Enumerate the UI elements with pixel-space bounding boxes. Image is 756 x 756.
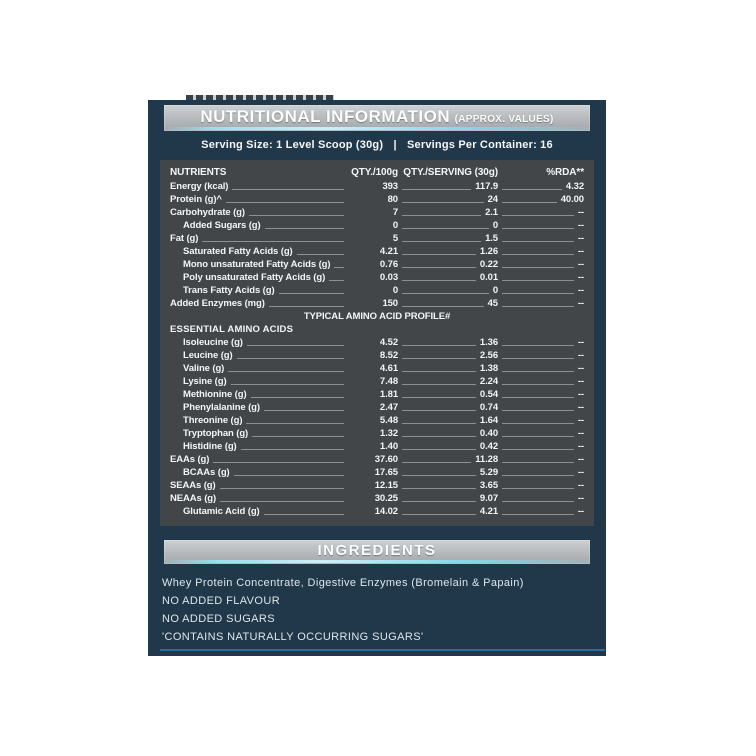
serving-size-text: Serving Size: 1 Level Scoop (30g): [201, 139, 384, 151]
essential-amino-acids-section-label: ESSENTIAL AMINO ACIDS: [170, 324, 294, 335]
qty-serving-value: 1.38: [479, 363, 498, 374]
nutrient-label: Added Sugars (g): [183, 220, 261, 231]
rda-value: --: [577, 350, 584, 361]
leader-line: [402, 297, 484, 307]
leader-line: [402, 336, 476, 346]
leader-line: [502, 388, 574, 398]
qty-100g-value: 5: [392, 233, 398, 244]
nutrient-label: Poly unsaturated Fatty Acids (g): [183, 272, 326, 283]
qty-100g-value: 12.15: [374, 480, 398, 491]
qty-serving-value: 0.01: [479, 272, 498, 283]
qty-100g-value: 0.03: [379, 272, 398, 283]
column-header-qty-100g: QTY./100g: [351, 167, 398, 178]
qty-serving-value: 45: [487, 298, 498, 309]
header-spacer: [230, 166, 344, 175]
table-row: [170, 206, 584, 219]
leader-line: [402, 232, 481, 242]
leader-line: [265, 219, 344, 229]
qty-serving-value: 1.26: [479, 246, 498, 257]
table-row: [170, 388, 584, 401]
leader-line: [232, 180, 344, 190]
leader-line: [402, 414, 476, 424]
leader-line: [502, 375, 574, 385]
qty-serving-value: 0: [492, 285, 498, 296]
leader-line: [502, 505, 574, 515]
qty-100g-value: 80: [387, 194, 398, 205]
leader-line: [502, 180, 562, 190]
serving-info-line: [148, 138, 606, 152]
leader-line: [502, 414, 574, 424]
qty-100g-value: 150: [382, 298, 398, 309]
qty-100g-value: 30.25: [374, 493, 398, 504]
table-row: [170, 505, 584, 518]
nutrient-label: Fat (g): [170, 233, 199, 244]
rda-value: --: [577, 402, 584, 413]
qty-serving-value: 0: [492, 220, 498, 231]
column-header-rda: %RDA**: [546, 167, 584, 178]
leader-line: [226, 193, 344, 203]
qty-serving-value: 2.1: [485, 207, 498, 218]
ingredients-line: NO ADDED SUGARS: [162, 613, 275, 625]
leader-line: [502, 401, 574, 411]
qty-100g-value: 0: [392, 220, 398, 231]
table-row: [170, 180, 584, 193]
table-body: [170, 180, 584, 518]
leader-line: [220, 492, 344, 502]
rda-value: --: [577, 207, 584, 218]
leader-line: [402, 258, 476, 268]
qty-100g-value: 1.32: [379, 428, 398, 439]
rda-value: --: [577, 415, 584, 426]
nutrient-label: SEAAs (g): [170, 480, 216, 491]
qty-100g-value: 14.02: [374, 506, 398, 517]
table-header-row: [170, 166, 584, 180]
rda-value: --: [577, 298, 584, 309]
nutrient-label: Leucine (g): [183, 350, 233, 361]
leader-line: [279, 284, 344, 294]
leader-line: [402, 271, 476, 281]
qty-100g-value: 2.47: [379, 402, 398, 413]
leader-line: [269, 297, 344, 307]
nutrient-label: Threonine (g): [183, 415, 243, 426]
table-row: [170, 401, 584, 414]
rda-value: --: [577, 376, 584, 387]
column-header-nutrients: NUTRIENTS: [170, 167, 227, 178]
qty-serving-value: 0.42: [479, 441, 498, 452]
leader-line: [502, 271, 574, 281]
table-row: [170, 414, 584, 427]
ingredients-list: [162, 574, 592, 646]
leader-line: [334, 258, 344, 268]
rda-value: --: [577, 506, 584, 517]
table-row: [170, 349, 584, 362]
nutrient-label: NEAAs (g): [170, 493, 217, 504]
qty-100g-value: 4.61: [379, 363, 398, 374]
table-row: [170, 219, 584, 232]
leader-line: [329, 271, 344, 281]
rda-value: --: [577, 272, 584, 283]
qty-100g-value: 8.52: [379, 350, 398, 361]
leader-line: [502, 427, 574, 437]
qty-serving-value: 0.22: [479, 259, 498, 270]
qty-100g-value: 1.81: [379, 389, 398, 400]
leader-line: [251, 388, 344, 398]
nutrient-label: Mono unsaturated Fatty Acids (g): [183, 259, 331, 270]
qty-serving-value: 0.54: [479, 389, 498, 400]
rda-value: --: [577, 337, 584, 348]
leader-line: [228, 362, 344, 372]
table-row: [170, 271, 584, 284]
nutrient-label: Methionine (g): [183, 389, 247, 400]
leader-line: [402, 193, 484, 203]
table-row: [170, 479, 584, 492]
qty-serving-value: 0.40: [479, 428, 498, 439]
qty-serving-value: 1.5: [485, 233, 498, 244]
qty-serving-value: 11.28: [475, 454, 498, 465]
qty-serving-value: 24: [487, 194, 498, 205]
rda-value: --: [577, 285, 584, 296]
nutrient-label: Added Enzymes (mg): [170, 298, 265, 309]
qty-100g-value: 0.76: [379, 259, 398, 270]
leader-line: [241, 440, 344, 450]
rda-value: --: [577, 441, 584, 452]
leader-line: [402, 492, 476, 502]
leader-line: [402, 401, 476, 411]
nutrient-label: BCAAs (g): [183, 467, 230, 478]
leader-line: [502, 193, 557, 203]
rda-value: 40.00: [560, 194, 584, 205]
leader-line: [402, 427, 476, 437]
nutritional-information-title: NUTRITIONAL INFORMATION: [200, 107, 451, 126]
leader-line: [502, 492, 574, 502]
table-row: [170, 362, 584, 375]
nutrient-label: Protein (g)^: [170, 194, 222, 205]
nutrient-label: Histidine (g): [183, 441, 237, 452]
leader-line: [231, 375, 344, 385]
qty-serving-value: 4.21: [479, 506, 498, 517]
leader-line: [402, 362, 476, 372]
ingredients-line: 'CONTAINS NATURALLY OCCURRING SUGARS': [162, 631, 424, 643]
leader-line: [264, 505, 344, 515]
nutrient-label: Phenylalanine (g): [183, 402, 260, 413]
leader-line: [502, 284, 574, 294]
rda-value: --: [577, 389, 584, 400]
nutrient-label: Saturated Fatty Acids (g): [183, 246, 293, 257]
qty-100g-value: 393: [382, 181, 398, 192]
table-row: [170, 453, 584, 466]
leader-line: [502, 466, 574, 476]
table-row: [170, 375, 584, 388]
rda-value: --: [577, 363, 584, 374]
qty-serving-value: 3.65: [479, 480, 498, 491]
qty-serving-value: 2.24: [479, 376, 498, 387]
leader-line: [502, 245, 574, 255]
leader-line: [249, 206, 344, 216]
table-row: [170, 492, 584, 505]
rda-value: --: [577, 493, 584, 504]
nutrients-table: [160, 160, 594, 526]
ingredients-line: Whey Protein Concentrate, Digestive Enzymes (Bromelain & Papain): [162, 577, 524, 589]
qty-serving-value: 2.56: [479, 350, 498, 361]
table-row: [170, 297, 584, 310]
leader-line: [502, 232, 574, 242]
leader-line: [502, 479, 574, 489]
qty-100g-value: 7.48: [379, 376, 398, 387]
leader-line: [502, 206, 574, 216]
table-row: [170, 427, 584, 440]
leader-line: [502, 362, 574, 372]
table-row: [170, 440, 584, 453]
qty-100g-value: 4.21: [379, 246, 398, 257]
ingredients-line: NO ADDED FLAVOUR: [162, 595, 281, 607]
qty-100g-value: 4.52: [379, 337, 398, 348]
serving-separator: |: [393, 139, 397, 151]
nutrient-label: Valine (g): [183, 363, 225, 374]
qty-100g-value: 5.48: [379, 415, 398, 426]
nutritional-information-header-bar: [164, 105, 590, 131]
leader-line: [402, 180, 471, 190]
nutrient-label: Carbohydrate (g): [170, 207, 245, 218]
leader-line: [213, 453, 344, 463]
rda-value: --: [577, 454, 584, 465]
nutrient-label: EAAs (g): [170, 454, 210, 465]
ingredients-header-bar: [164, 540, 590, 564]
leader-line: [402, 245, 476, 255]
leader-line: [402, 219, 489, 229]
bottom-divider-line: [160, 649, 605, 651]
rda-value: --: [577, 246, 584, 257]
leader-line: [234, 466, 344, 476]
nutrient-label: Isoleucine (g): [183, 337, 243, 348]
ingredients-title: INGREDIENTS: [317, 542, 437, 559]
qty-100g-value: 37.60: [374, 454, 398, 465]
leader-line: [202, 232, 344, 242]
leader-line: [502, 219, 574, 229]
nutrient-label: Trans Fatty Acids (g): [183, 285, 275, 296]
qty-100g-value: 7: [392, 207, 398, 218]
table-row: [170, 245, 584, 258]
rda-value: --: [577, 428, 584, 439]
leader-line: [297, 245, 344, 255]
leader-line: [402, 466, 476, 476]
leader-line: [264, 401, 344, 411]
table-row: [170, 193, 584, 206]
leader-line: [402, 349, 476, 359]
leader-line: [402, 440, 476, 450]
nutrition-panel: [148, 100, 606, 656]
amino-profile-subheader: TYPICAL AMINO ACID PROFILE#: [303, 311, 451, 322]
rda-value: 4.32: [565, 181, 584, 192]
leader-line: [246, 414, 344, 424]
table-row: [170, 258, 584, 271]
leader-line: [502, 336, 574, 346]
rda-value: --: [577, 220, 584, 231]
servings-per-container-text: Servings Per Container: 16: [407, 139, 553, 151]
qty-serving-value: 9.07: [479, 493, 498, 504]
leader-line: [502, 349, 574, 359]
table-row: [170, 284, 584, 297]
nutrient-label: Lysine (g): [183, 376, 227, 387]
leader-line: [402, 505, 476, 515]
rda-value: --: [577, 259, 584, 270]
leader-line: [252, 427, 344, 437]
nutrient-label: Tryptophan (g): [183, 428, 249, 439]
leader-line: [247, 336, 344, 346]
leader-line: [220, 479, 344, 489]
qty-100g-value: 1.40: [379, 441, 398, 452]
leader-line: [502, 258, 574, 268]
nutrient-label: Glutamic Acid (g): [183, 506, 260, 517]
qty-serving-value: 0.74: [479, 402, 498, 413]
approx-values-label: (APPROX. VALUES): [454, 114, 554, 125]
leader-line: [402, 479, 476, 489]
leader-line: [402, 206, 481, 216]
leader-line: [402, 453, 471, 463]
qty-100g-value: 0: [392, 285, 398, 296]
leader-line: [502, 440, 574, 450]
table-row: [170, 466, 584, 479]
leader-line: [402, 284, 489, 294]
qty-serving-value: 1.64: [479, 415, 498, 426]
rda-value: --: [577, 233, 584, 244]
table-row: [170, 336, 584, 349]
leader-line: [237, 349, 344, 359]
table-row: [170, 232, 584, 245]
leader-line: [502, 297, 574, 307]
qty-serving-value: 1.36: [479, 337, 498, 348]
qty-serving-value: 117.9: [475, 181, 498, 192]
rda-value: --: [577, 480, 584, 491]
leader-line: [402, 388, 476, 398]
rda-value: --: [577, 467, 584, 478]
qty-serving-value: 5.29: [479, 467, 498, 478]
leader-line: [402, 375, 476, 385]
qty-100g-value: 17.65: [374, 467, 398, 478]
column-header-qty-serving: QTY./SERVING (30g): [403, 167, 498, 178]
leader-line: [502, 453, 574, 463]
nutrient-label: Energy (kcal): [170, 181, 229, 192]
